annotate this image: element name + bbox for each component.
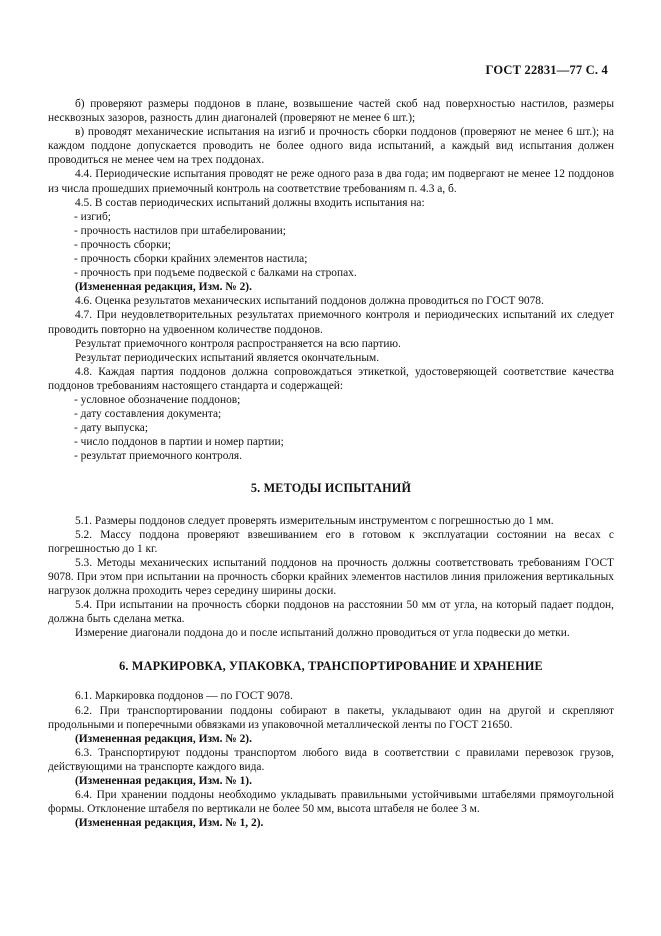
paragraph-4-7-b: Результат периодических испытаний является окончательным. xyxy=(75,351,380,364)
list-item: - изгиб; xyxy=(74,210,111,223)
list-item: - прочность настилов при штабелировании; xyxy=(74,224,286,237)
paragraph-4-3-b: б) проверяют размеры поддонов в плане, возвышение частей скоб над поверхностью настилов, размеры несквозных зазоров, разность длин диагоналей (проверяют не менее 6 шт.); xyxy=(48,98,614,125)
list-item: - прочность сборки; xyxy=(74,238,171,251)
paragraph-5-3: 5.3. Методы механических испытаний поддонов на прочность должны соответствовать требованиям ГОСТ 9078. При этом при испытании на прочность сборки крайних элементов настилов линия приложения вертикальных нагрузок должна проходить через середину ширины доски. xyxy=(48,556,614,597)
list-item: - результат приемочного контроля. xyxy=(74,450,243,463)
list-item: - прочность при подъеме подвеской с балками на стропах. xyxy=(74,267,357,280)
revision-note: (Измененная редакция, Изм. № 1). xyxy=(75,775,252,788)
paragraph-4-5: 4.5. В состав периодических испытаний должны входить испытания на: xyxy=(75,196,425,209)
list-item: - дату выпуска; xyxy=(74,422,149,435)
paragraph-4-7-a: Результат приемочного контроля распространяется на всю партию. xyxy=(75,337,401,350)
paragraph-5-1: 5.1. Размеры поддонов следует проверять измерительным инструментом с погрешностью до 1 мм. xyxy=(75,514,554,527)
paragraph-6-1: 6.1. Маркировка поддонов — по ГОСТ 9078. xyxy=(75,690,293,703)
paragraph-4-8: 4.8. Каждая партия поддонов должна сопровождаться этикеткой, удостоверяющей соответствие качества поддонов требованиям настоящего стандарта и содержащей: xyxy=(48,365,614,392)
paragraph-4-3-v: в) проводят механические испытания на изгиб и прочность сборки поддонов (проверяют не менее 6 шт.); на каждом поддоне допускается проводить не более одного вида испытаний, а каждый вид испытания должен проводиться не менее чем на трех поддонах. xyxy=(48,126,614,167)
paragraph-5-2: 5.2. Массу поддона проверяют взвешиванием его в готовом к эксплуатации состоянии на весах с погрешностью до 1 кг. xyxy=(48,528,614,555)
document-body xyxy=(48,97,614,830)
list-item: - условное обозначение поддонов; xyxy=(74,393,241,406)
revision-note: (Измененная редакция, Изм. № 2). xyxy=(75,732,252,745)
paragraph-4-6: 4.6. Оценка результатов механических испытаний поддонов должна проводиться по ГОСТ 9078. xyxy=(75,295,544,308)
list-item: - число поддонов в партии и номер партии; xyxy=(74,436,284,449)
paragraph-4-7: 4.7. При неудовлетворительных результатах приемочного контроля и периодических испытаний их следует проводить повторно на удвоенном количестве поддонов. xyxy=(48,309,614,336)
list-item: - прочность сборки крайних элементов настила; xyxy=(74,253,308,266)
paragraph-5-4-a: Измерение диагонали поддона до и после испытаний должно проводиться от угла подвески до метки. xyxy=(75,627,570,640)
section-6-heading: 6. МАРКИРОВКА, УПАКОВКА, ТРАНСПОРТИРОВАНИЕ И ХРАНЕНИЕ xyxy=(119,659,543,674)
paragraph-6-2: 6.2. При транспортировании поддоны собирают в пакеты, укладывают один на другой и скрепляют продольными и поперечными обвязками из упаковочной металлической ленты по ГОСТ 21650. xyxy=(48,704,614,731)
list-item: - дату составления документа; xyxy=(74,408,222,421)
paragraph-5-4: 5.4. При испытании на прочность сборки поддонов на расстоянии 50 мм от угла, на который падает поддон, должна быть сделана метка. xyxy=(48,599,614,626)
section-5-heading: 5. МЕТОДЫ ИСПЫТАНИЙ xyxy=(250,481,412,496)
revision-note: (Измененная редакция, Изм. № 1, 2). xyxy=(75,817,264,830)
paragraph-6-3: 6.3. Транспортируют поддоны транспортом любого вида в соответствии с правилами перевозок грузов, действующими на транспорте каждого вида. xyxy=(48,746,614,773)
page-header: ГОСТ 22831—77 С. 4 xyxy=(485,63,608,77)
paragraph-4-4: 4.4. Периодические испытания проводят не реже одного раза в два года; им подвергают не менее 12 поддонов из числа прошедших приемочный контроль на соответствие требованиям п. 4.3 а, б. xyxy=(48,168,614,195)
revision-note: (Измененная редакция, Изм. № 2). xyxy=(75,281,252,294)
paragraph-6-4: 6.4. При хранении поддоны необходимо укладывать правильными устойчивыми штабелями прямоугольной формы. Отклонение штабеля по вертикали не более 50 мм, высота штабеля не более 3 м. xyxy=(48,789,614,816)
